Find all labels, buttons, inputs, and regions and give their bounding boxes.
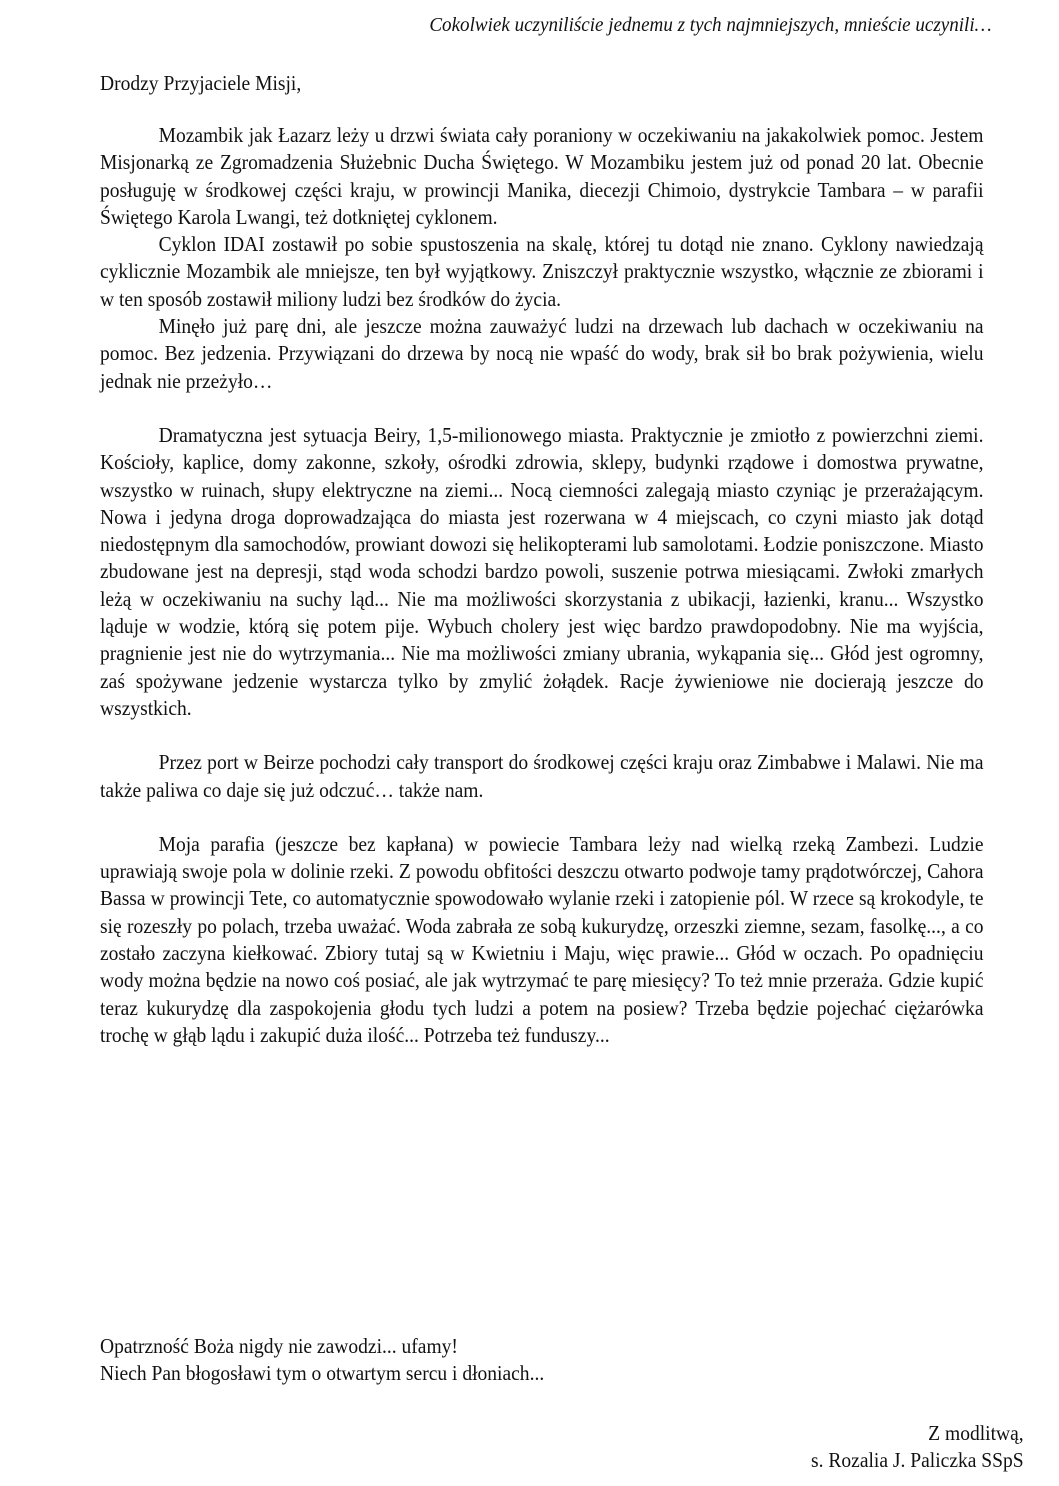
paragraph-intro: Mozambik jak Łazarz leży u drzwi świata cały poraniony w oczekiwaniu na jakakolwiek pomoc. Jestem Misjonarką ze Zgromadzenia Służebnic Ducha Świętego. W Mozambiku jestem już od ponad 20 lat. Obecnie posługuję w środkowej części kraju, w prowincji Manika, diecezji Chimoio, dystrykcie Tambara – w parafii Świętego Karola Lwangi, też dotkniętej cyklonem.	[100, 123, 984, 229]
paragraph-parish: Moja parafia (jeszcze bez kapłana) w powiecie Tambara leży nad wielką rzeką Zambezi. Ludzie uprawiają swoje pola w dolinie rzeki. Z powodu obfitości deszczu otwarto podwoje tamy prądotwórczej, Cahora Bassa w prowincji Tete, co automatycznie spowodowało wylanie rzeki i zatopienie pól. W rzece są krokodyle, te się rozeszły po polach, trzeba uważać. Woda zabrała ze sobą kukurydzę, orzeszki ziemne, sezam, fasolkę..., a co zostało zaczyna kiełkować. Zbiory tutaj są w Kwietniu i Maju, więc prawie... Głód w oczach. Po opadnięciu wody można będzie na nowo coś posiać, ale jak wytrzymać te parę miesięcy? To też mnie przeraża. Gdzie kupić teraz kukurydzę dla zaspokojenia głodu tych ludzi a potem na posiew? Trzeba będzie pojechać ciężarówka trochę w głąb lądu i zakupić duża ilość... Potrzeba też funduszy...	[100, 831, 984, 1047]
paragraph-beira: Dramatyczna jest sytuacja Beiry, 1,5-milionowego miasta. Praktycznie je zmiotło z powierzchni ziemi. Kościoły, kaplice, domy zakonne, szkoły, ośrodki zdrowia, sklepy, budynki rządowe i domostwa prywatne, wszystko w ruinach, słupy elektryczne na ziemi... Nocą ciemności zalegają miasto czyniąc je przerażającym. Nowa i jedyna droga doprowadzająca do miasta jest rozerwana w 4 miejscach, co czyni miasto jak dotąd niedostępnym dla samochodów, prowiant dowozi się helikopterami lub samolotami. Łodzie poniszczone. Miasto zbudowane jest na depresji, stąd woda schodzi bardzo powoli, suszenie potrwa miesiącami. Zwłoki zmarłych leżą w oczekiwaniu na suchy ląd... Nie ma możliwości skorzystania z ubikacji, łazienki, kranu... Wszystko ląduje w wodzie, którą się potem pije. Wybuch cholery jest więc bardzo prawdopodobny. Nie ma wyjścia, pragnienie jest nie do wytrzymania... Nie ma możliwości zmiany ubrania, wykąpania się... Głód jest ogromny, zaś spożywane jedzenie wystarcza tylko by zmylić żołądek. Racje żywieniowe nie docierają jeszcze do wszystkich.	[100, 422, 984, 720]
salutation: Drodzy Przyjaciele Misji,	[100, 71, 302, 95]
paragraph-cyclone: Cyklon IDAI zostawił po sobie spustoszenia na skalę, której tu dotąd nie znano. Cyklony nawiedzają cyklicznie Mozambik ale mniejsze, ten był wyjątkowy. Zniszczył praktycznie wszystko, włącznie ze zbiorami i w ten sposób zostawił miliony ludzi bez środków do życia.	[100, 232, 984, 311]
closing-line: Opatrzność Boża nigdy nie zawodzi... ufamy!	[100, 1334, 458, 1358]
motto-quote: Cokolwiek uczyniliście jednemu z tych najmniejszych, mnieście uczynili…	[429, 14, 992, 36]
closing-block	[100, 1333, 544, 1388]
signature-block	[811, 1420, 1024, 1475]
signature-name: s. Rozalia J. Paliczka SSpS	[811, 1448, 1024, 1473]
letter-body	[100, 122, 984, 1049]
paragraph-waiting: Minęło już parę dni, ale jeszcze można zauważyć ludzi na drzewach lub dachach w oczekiwaniu na pomoc. Bez jedzenia. Przywiązani do drzewa by nocą nie wpaść do wody, brak sił bo brak pożywienia, wielu jednak nie przeżyło…	[100, 314, 984, 393]
signature-greeting: Z modlitwą,	[928, 1421, 1024, 1445]
closing-line: Niech Pan błogosławi tym o otwartym sercu i dłoniach...	[100, 1361, 545, 1386]
paragraph-port: Przez port w Beirze pochodzi cały transport do środkowej części kraju oraz Zimbabwe i Malawi. Nie ma także paliwa co daje się już odczuć… także nam.	[100, 750, 984, 802]
